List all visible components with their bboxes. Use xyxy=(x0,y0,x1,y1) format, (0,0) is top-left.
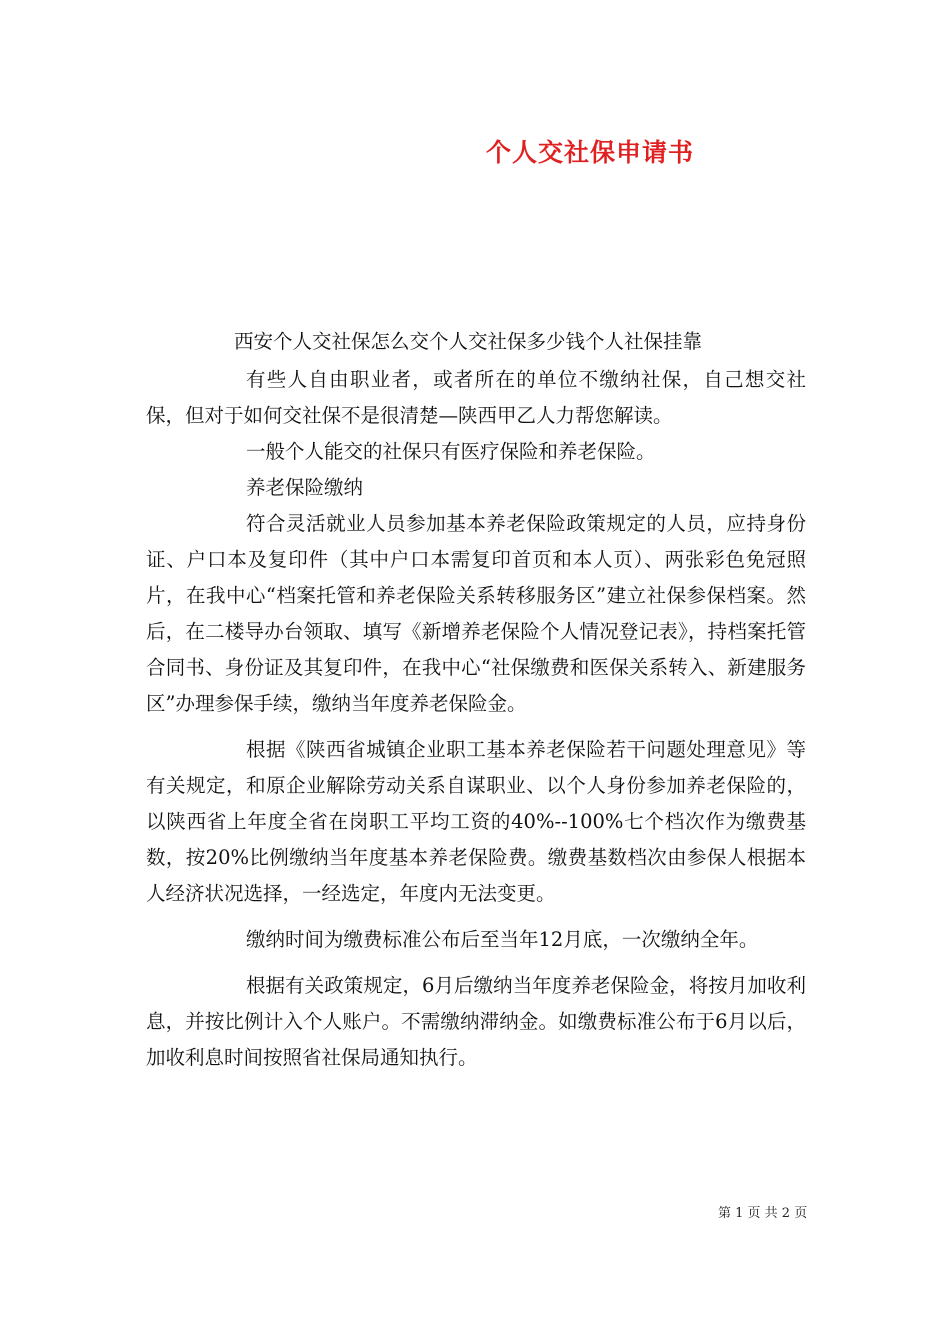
paragraph-procedure: 符合灵活就业人员参加基本养老保险政策规定的人员，应持身份证、户口本及复印件（其中户口本需复印首页和本人页）、两张彩色免冠照片，在我中心“档案托管和养老保险关系转移服务区”建立社保参保档案。然后，在二楼导办台领取、填写《新增养老保险个人情况登记表》，持档案托管合同书、身份证及其复印件，在我中心“社保缴费和医保关系转入、新建服务区”办理参保手续，缴纳当年度养老保险金。 xyxy=(146,512,806,715)
paragraph-regulation: 根据《陕西省城镇企业职工基本养老保险若干问题处理意见》等有关规定，和原企业解除劳动关系自谋职业、以个人身份参加养老保险的，以陕西省上年度全省在岗职工平均工资的40%--100%七个档次作为缴费基数，按20%比例缴纳当年度基本养老保险费。缴费基数档次由参保人根据本人经济状况选择，一经选定，年度内无法变更。 xyxy=(146,738,806,905)
paragraph-payment-time: 缴纳时间为缴费标准公布后至当年12月底，一次缴纳全年。 xyxy=(246,928,759,951)
page-number-footer: 第 1 页 共 2 页 xyxy=(718,1206,808,1221)
paragraph-insurance-types: 一般个人能交的社保只有医疗保险和养老保险。 xyxy=(246,440,656,463)
paragraph-interest: 根据有关政策规定，6月后缴纳当年度养老保险金，将按月加收利息，并按比例计入个人账户。不需缴纳滞纳金。如缴费标准公布于6月以后，加收利息时间按照省社保局通知执行。 xyxy=(146,974,806,1069)
document-title: 个人交社保申请书 xyxy=(486,138,695,167)
document-body xyxy=(146,324,806,1076)
paragraph-intro: 有些人自由职业者，或者所在的单位不缴纳社保，自己想交社保，但对于如何交社保不是很清楚—陕西甲乙人力帮您解读。 xyxy=(146,368,806,427)
subtitle-line: 西安个人交社保怎么交个人交社保多少钱个人社保挂靠 xyxy=(234,330,703,353)
section-heading-pension: 养老保险缴纳 xyxy=(246,476,364,499)
